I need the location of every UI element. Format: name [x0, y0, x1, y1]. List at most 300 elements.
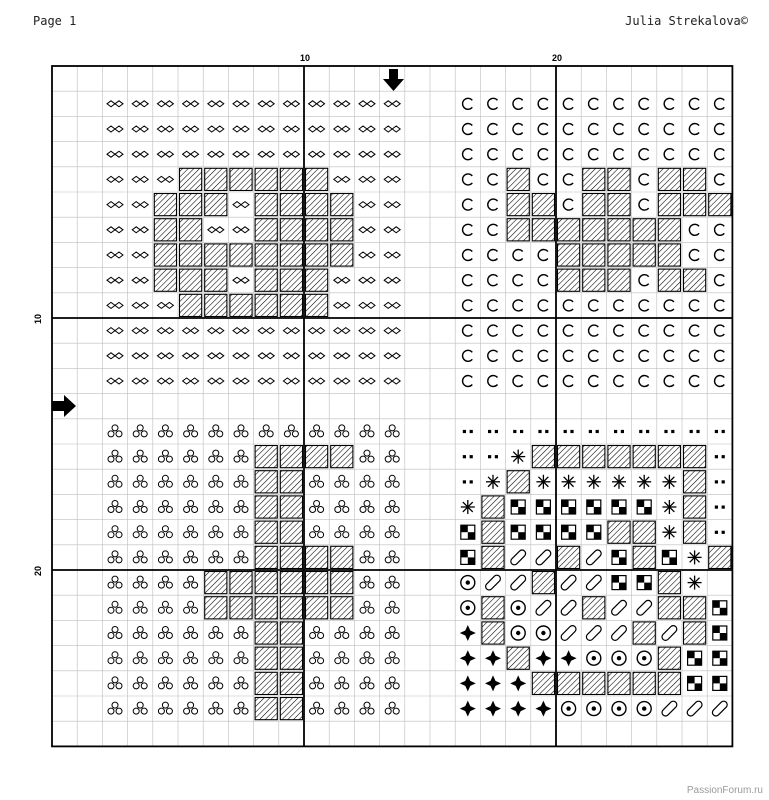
letter-c-icon	[589, 325, 599, 336]
four-point-flower-icon	[460, 625, 476, 641]
infinity-knot-icon	[359, 151, 375, 157]
infinity-knot-icon	[283, 378, 299, 384]
trefoil-icon	[335, 425, 349, 437]
hatched-box-icon	[306, 219, 328, 241]
four-point-flower-icon	[510, 675, 526, 691]
hatched-box-icon	[608, 269, 630, 291]
checker-square-icon	[713, 601, 727, 615]
trefoil-icon	[209, 652, 223, 664]
letter-c-icon	[589, 350, 599, 361]
letter-c-icon	[513, 149, 523, 160]
letter-c-icon	[513, 350, 523, 361]
hatched-box-icon	[255, 622, 277, 644]
trefoil-icon	[335, 526, 349, 538]
letter-c-icon	[639, 275, 649, 286]
letter-c-icon	[639, 174, 649, 185]
letter-c-icon	[614, 376, 624, 387]
ring-dot-icon	[612, 702, 626, 716]
diagonal-oval-icon	[711, 700, 729, 718]
letter-c-icon	[538, 350, 548, 361]
trefoil-icon	[158, 627, 172, 639]
hatched-box-icon	[280, 496, 302, 518]
trefoil-icon	[310, 627, 324, 639]
hatched-box-icon	[255, 168, 277, 190]
hatched-box-icon	[331, 597, 353, 619]
letter-c-icon	[664, 376, 674, 387]
infinity-knot-icon	[157, 151, 173, 157]
hatched-box-icon	[280, 168, 302, 190]
trefoil-icon	[133, 601, 147, 613]
hatched-box-icon	[684, 496, 706, 518]
trefoil-icon	[360, 501, 374, 513]
infinity-knot-icon	[208, 126, 224, 132]
hatched-box-icon	[507, 647, 529, 669]
trefoil-icon	[385, 501, 399, 513]
hatched-box-icon	[482, 622, 504, 644]
hatched-box-icon	[255, 219, 277, 241]
infinity-knot-icon	[384, 252, 400, 258]
hatched-box-icon	[658, 194, 680, 216]
infinity-knot-icon	[359, 328, 375, 334]
trefoil-icon	[385, 601, 399, 613]
hatched-box-icon	[306, 597, 328, 619]
hatched-box-icon	[658, 269, 680, 291]
hatched-box-icon	[306, 572, 328, 594]
infinity-knot-icon	[157, 126, 173, 132]
infinity-knot-icon	[359, 227, 375, 233]
infinity-knot-icon	[208, 227, 224, 233]
infinity-knot-icon	[132, 227, 148, 233]
ring-dot-icon	[612, 651, 626, 665]
hatched-box-icon	[583, 446, 605, 468]
letter-c-icon	[639, 124, 649, 135]
trefoil-icon	[310, 475, 324, 487]
trefoil-icon	[184, 501, 198, 513]
infinity-knot-icon	[132, 126, 148, 132]
ring-dot-icon	[536, 626, 550, 640]
infinity-knot-icon	[258, 328, 274, 334]
checker-square-icon	[536, 500, 550, 514]
infinity-knot-icon	[107, 277, 123, 283]
infinity-knot-icon	[132, 328, 148, 334]
trefoil-icon	[209, 526, 223, 538]
trefoil-icon	[209, 677, 223, 689]
letter-c-icon	[563, 199, 573, 210]
four-point-flower-icon	[510, 701, 526, 717]
double-dot-icon	[463, 480, 473, 483]
double-dot-icon	[715, 531, 725, 534]
infinity-knot-icon	[384, 378, 400, 384]
hatched-box-icon	[230, 294, 252, 316]
infinity-knot-icon	[334, 101, 350, 107]
trefoil-icon	[184, 677, 198, 689]
letter-c-icon	[488, 124, 498, 135]
double-dot-icon	[664, 430, 674, 433]
diagonal-oval-icon	[509, 574, 527, 592]
hatched-box-icon	[684, 168, 706, 190]
hatched-box-icon	[658, 572, 680, 594]
hatched-box-icon	[205, 597, 227, 619]
letter-c-icon	[689, 350, 699, 361]
checker-square-icon	[713, 626, 727, 640]
infinity-knot-icon	[384, 328, 400, 334]
infinity-knot-icon	[334, 151, 350, 157]
hatched-box-icon	[658, 168, 680, 190]
infinity-knot-icon	[208, 101, 224, 107]
hatched-box-icon	[658, 446, 680, 468]
diagonal-oval-icon	[661, 700, 679, 718]
trefoil-icon	[158, 702, 172, 714]
letter-c-icon	[715, 98, 725, 109]
asterisk-icon	[486, 475, 500, 489]
trefoil-icon	[385, 526, 399, 538]
hatched-box-icon	[180, 294, 202, 316]
hatched-box-icon	[482, 521, 504, 543]
hatched-box-icon	[583, 597, 605, 619]
letter-c-icon	[614, 300, 624, 311]
infinity-knot-icon	[283, 126, 299, 132]
checker-square-icon	[688, 651, 702, 665]
trefoil-icon	[360, 601, 374, 613]
letter-c-icon	[488, 149, 498, 160]
infinity-knot-icon	[208, 151, 224, 157]
infinity-knot-icon	[233, 151, 249, 157]
hatched-box-icon	[255, 597, 277, 619]
four-point-flower-icon	[485, 650, 501, 666]
trefoil-icon	[133, 551, 147, 563]
hatched-box-icon	[205, 269, 227, 291]
trefoil-icon	[184, 702, 198, 714]
infinity-knot-icon	[183, 151, 199, 157]
double-dot-icon	[463, 430, 473, 433]
hatched-box-icon	[255, 698, 277, 720]
trefoil-icon	[209, 702, 223, 714]
infinity-knot-icon	[157, 328, 173, 334]
trefoil-icon	[310, 677, 324, 689]
trefoil-icon	[360, 450, 374, 462]
infinity-knot-icon	[208, 328, 224, 334]
infinity-knot-icon	[359, 101, 375, 107]
hatched-box-icon	[709, 546, 731, 568]
infinity-knot-icon	[233, 353, 249, 359]
diagonal-oval-icon	[585, 624, 603, 642]
hatched-box-icon	[684, 269, 706, 291]
trefoil-icon	[108, 475, 122, 487]
checker-square-icon	[637, 500, 651, 514]
trefoil-icon	[108, 627, 122, 639]
infinity-knot-icon	[258, 353, 274, 359]
letter-c-icon	[563, 376, 573, 387]
letter-c-icon	[614, 98, 624, 109]
letter-c-icon	[463, 300, 473, 311]
infinity-knot-icon	[208, 378, 224, 384]
hatched-box-icon	[280, 521, 302, 543]
hatched-box-icon	[532, 672, 554, 694]
row-label-10: 10	[33, 313, 44, 325]
trefoil-icon	[234, 475, 248, 487]
infinity-knot-icon	[258, 101, 274, 107]
hatched-box-icon	[583, 672, 605, 694]
four-point-flower-icon	[561, 650, 577, 666]
infinity-knot-icon	[233, 126, 249, 132]
double-dot-icon	[463, 455, 473, 458]
row-label-20: 20	[33, 565, 44, 577]
hatched-box-icon	[684, 471, 706, 493]
letter-c-icon	[488, 275, 498, 286]
letter-c-icon	[715, 250, 725, 261]
infinity-knot-icon	[384, 353, 400, 359]
hatched-box-icon	[306, 269, 328, 291]
infinity-knot-icon	[359, 252, 375, 258]
hatched-box-icon	[608, 672, 630, 694]
four-point-flower-icon	[535, 701, 551, 717]
four-point-flower-icon	[460, 701, 476, 717]
checker-square-icon	[461, 525, 475, 539]
double-dot-icon	[538, 430, 548, 433]
letter-c-icon	[488, 199, 498, 210]
diagonal-oval-icon	[635, 599, 653, 617]
letter-c-icon	[538, 275, 548, 286]
letter-c-icon	[463, 250, 473, 261]
letter-c-icon	[664, 149, 674, 160]
infinity-knot-icon	[132, 277, 148, 283]
trefoil-icon	[360, 551, 374, 563]
trefoil-icon	[284, 425, 298, 437]
hatched-box-icon	[608, 244, 630, 266]
letter-c-icon	[463, 376, 473, 387]
infinity-knot-icon	[359, 277, 375, 283]
trefoil-icon	[184, 526, 198, 538]
asterisk-icon	[461, 500, 475, 514]
page-label: Page 1	[33, 14, 77, 28]
hatched-box-icon	[154, 194, 176, 216]
letter-c-icon	[589, 376, 599, 387]
trefoil-icon	[360, 475, 374, 487]
hatched-box-icon	[205, 244, 227, 266]
hatched-box-icon	[331, 572, 353, 594]
trefoil-icon	[335, 677, 349, 689]
trefoil-icon	[133, 652, 147, 664]
hatched-box-icon	[205, 294, 227, 316]
letter-c-icon	[463, 174, 473, 185]
trefoil-icon	[209, 425, 223, 437]
infinity-knot-icon	[384, 277, 400, 283]
infinity-knot-icon	[359, 126, 375, 132]
hatched-box-icon	[280, 546, 302, 568]
hatched-box-icon	[306, 294, 328, 316]
trefoil-icon	[108, 450, 122, 462]
infinity-knot-icon	[384, 302, 400, 308]
hatched-box-icon	[658, 219, 680, 241]
trefoil-icon	[108, 425, 122, 437]
infinity-knot-icon	[233, 101, 249, 107]
letter-c-icon	[639, 376, 649, 387]
hatched-box-icon	[532, 572, 554, 594]
diagonal-oval-icon	[610, 624, 628, 642]
letter-c-icon	[513, 376, 523, 387]
hatched-box-icon	[205, 572, 227, 594]
infinity-knot-icon	[107, 328, 123, 334]
letter-c-icon	[689, 224, 699, 235]
infinity-knot-icon	[359, 353, 375, 359]
infinity-knot-icon	[183, 328, 199, 334]
ring-dot-icon	[587, 702, 601, 716]
letter-c-icon	[488, 376, 498, 387]
infinity-knot-icon	[233, 378, 249, 384]
hatched-box-icon	[280, 446, 302, 468]
checker-square-icon	[562, 500, 576, 514]
trefoil-icon	[310, 425, 324, 437]
hatched-box-icon	[507, 194, 529, 216]
hatched-box-icon	[583, 269, 605, 291]
trefoil-icon	[133, 425, 147, 437]
ring-dot-icon	[587, 651, 601, 665]
hatched-box-icon	[608, 168, 630, 190]
infinity-knot-icon	[334, 378, 350, 384]
hatched-box-icon	[482, 597, 504, 619]
infinity-knot-icon	[157, 378, 173, 384]
hatched-box-icon	[306, 446, 328, 468]
infinity-knot-icon	[132, 302, 148, 308]
double-dot-icon	[715, 455, 725, 458]
infinity-knot-icon	[132, 252, 148, 258]
infinity-knot-icon	[107, 202, 123, 208]
trefoil-icon	[234, 677, 248, 689]
letter-c-icon	[563, 300, 573, 311]
hatched-box-icon	[280, 294, 302, 316]
hatched-box-icon	[280, 572, 302, 594]
infinity-knot-icon	[384, 101, 400, 107]
hatched-box-icon	[684, 622, 706, 644]
hatched-box-icon	[331, 244, 353, 266]
hatched-box-icon	[558, 219, 580, 241]
trefoil-icon	[184, 576, 198, 588]
infinity-knot-icon	[132, 202, 148, 208]
hatched-box-icon	[255, 647, 277, 669]
infinity-knot-icon	[283, 101, 299, 107]
hatched-box-icon	[180, 194, 202, 216]
letter-c-icon	[715, 174, 725, 185]
asterisk-icon	[536, 475, 550, 489]
checker-square-icon	[688, 676, 702, 690]
trefoil-icon	[133, 526, 147, 538]
infinity-knot-icon	[309, 151, 325, 157]
diagonal-oval-icon	[560, 624, 578, 642]
letter-c-icon	[715, 149, 725, 160]
double-dot-icon	[488, 430, 498, 433]
letter-c-icon	[689, 149, 699, 160]
infinity-knot-icon	[334, 277, 350, 283]
trefoil-icon	[360, 627, 374, 639]
infinity-knot-icon	[183, 101, 199, 107]
infinity-knot-icon	[359, 378, 375, 384]
ring-dot-icon	[562, 702, 576, 716]
trefoil-icon	[234, 501, 248, 513]
letter-c-icon	[488, 325, 498, 336]
letter-c-icon	[463, 224, 473, 235]
hatched-box-icon	[507, 168, 529, 190]
letter-c-icon	[488, 300, 498, 311]
letter-c-icon	[513, 300, 523, 311]
trefoil-icon	[310, 652, 324, 664]
infinity-knot-icon	[258, 126, 274, 132]
trefoil-icon	[360, 526, 374, 538]
infinity-knot-icon	[384, 202, 400, 208]
hatched-box-icon	[684, 521, 706, 543]
infinity-knot-icon	[157, 302, 173, 308]
trefoil-icon	[108, 551, 122, 563]
infinity-knot-icon	[132, 101, 148, 107]
diagonal-oval-icon	[484, 574, 502, 592]
hatched-box-icon	[684, 446, 706, 468]
letter-c-icon	[563, 149, 573, 160]
letter-c-icon	[689, 124, 699, 135]
hatched-box-icon	[532, 446, 554, 468]
trefoil-icon	[360, 677, 374, 689]
infinity-knot-icon	[132, 378, 148, 384]
infinity-knot-icon	[233, 202, 249, 208]
infinity-knot-icon	[359, 302, 375, 308]
letter-c-icon	[513, 275, 523, 286]
hatched-box-icon	[658, 647, 680, 669]
trefoil-icon	[108, 501, 122, 513]
hatched-box-icon	[633, 622, 655, 644]
hatched-box-icon	[255, 294, 277, 316]
hatched-box-icon	[280, 194, 302, 216]
infinity-knot-icon	[258, 378, 274, 384]
hatched-box-icon	[558, 269, 580, 291]
asterisk-icon	[637, 475, 651, 489]
hatched-box-icon	[331, 446, 353, 468]
hatched-box-icon	[608, 521, 630, 543]
trefoil-icon	[385, 551, 399, 563]
letter-c-icon	[538, 300, 548, 311]
letter-c-icon	[589, 149, 599, 160]
letter-c-icon	[463, 98, 473, 109]
trefoil-icon	[234, 425, 248, 437]
letter-c-icon	[488, 98, 498, 109]
infinity-knot-icon	[334, 302, 350, 308]
trefoil-icon	[385, 576, 399, 588]
trefoil-icon	[133, 702, 147, 714]
hatched-box-icon	[658, 672, 680, 694]
letter-c-icon	[538, 376, 548, 387]
stitch-symbols	[107, 98, 731, 719]
diagonal-oval-icon	[686, 700, 704, 718]
trefoil-icon	[335, 501, 349, 513]
letter-c-icon	[639, 98, 649, 109]
trefoil-icon	[108, 677, 122, 689]
trefoil-icon	[209, 450, 223, 462]
letter-c-icon	[538, 174, 548, 185]
hatched-box-icon	[230, 168, 252, 190]
infinity-knot-icon	[334, 176, 350, 182]
infinity-knot-icon	[309, 378, 325, 384]
infinity-knot-icon	[309, 353, 325, 359]
infinity-knot-icon	[233, 277, 249, 283]
trefoil-icon	[184, 475, 198, 487]
letter-c-icon	[513, 98, 523, 109]
trefoil-icon	[234, 526, 248, 538]
double-dot-icon	[690, 430, 700, 433]
four-point-flower-icon	[485, 701, 501, 717]
trefoil-icon	[234, 627, 248, 639]
infinity-knot-icon	[283, 353, 299, 359]
diagonal-oval-icon	[535, 549, 553, 567]
diagonal-oval-icon	[560, 599, 578, 617]
trefoil-icon	[184, 425, 198, 437]
trefoil-icon	[310, 702, 324, 714]
